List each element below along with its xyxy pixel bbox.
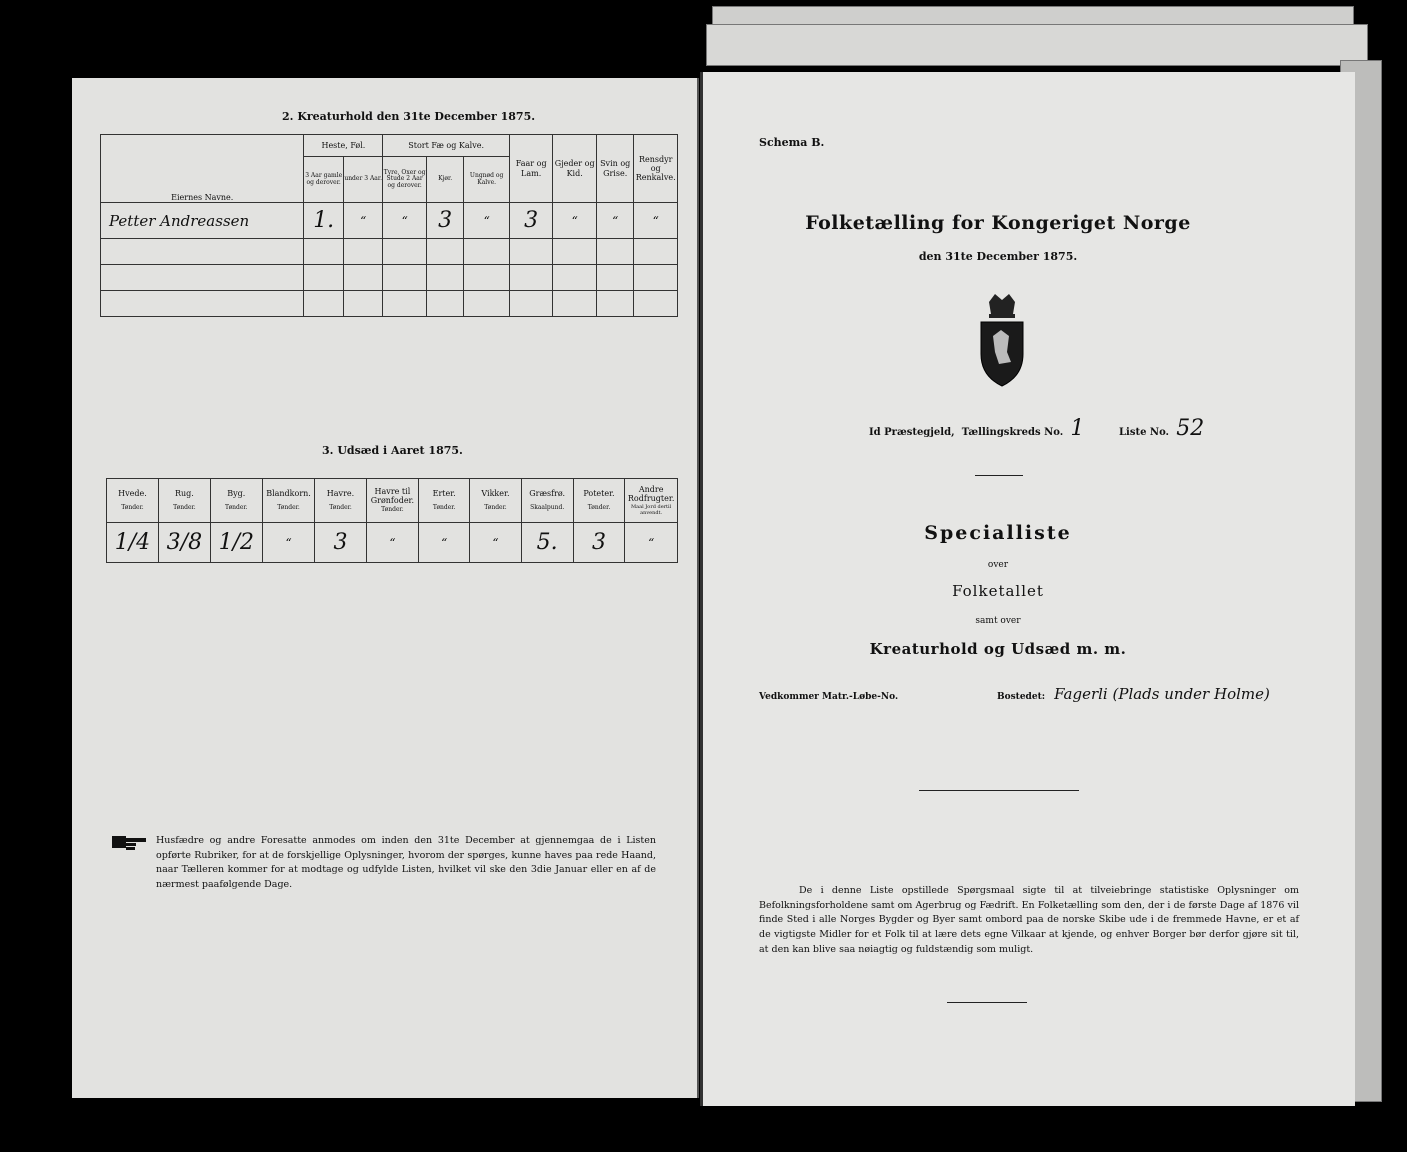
notice-text: Husfædre og andre Foresatte anmodes om inden den 31te December at gjennemgaa de i Listen opførte Rubriker, for at de forskjellige Oplysninger, hvorom der spørges, kunne haves paa rede Haand, naar Tælleren kommer for at modtage og udfylde Listen, hvilket vil ske den 3die Januar eller en af de nærmest paafølgende Dage. bbox=[156, 835, 656, 891]
district-line bbox=[869, 416, 1084, 441]
schema-label: Schema B. bbox=[759, 136, 825, 149]
cell: 3/8 bbox=[158, 523, 210, 563]
livestock-table bbox=[100, 134, 678, 317]
cell: “ bbox=[634, 203, 678, 239]
cell: 1/4 bbox=[107, 523, 159, 563]
divider bbox=[975, 475, 1023, 476]
cell: “ bbox=[553, 203, 597, 239]
svin-header: Svin og Grise. bbox=[596, 135, 633, 203]
document-date: den 31te December 1875. bbox=[918, 250, 1078, 263]
bostedet-line bbox=[997, 684, 1270, 703]
divider bbox=[919, 790, 1079, 791]
t3-header: Havre til Grønfoder. Tønder. bbox=[366, 479, 418, 523]
right-page bbox=[700, 72, 1355, 1106]
pointing-hand-icon bbox=[112, 832, 148, 856]
t3-header: Havre. Tønder. bbox=[315, 479, 366, 523]
sowing-table bbox=[106, 478, 678, 563]
cell: “ bbox=[419, 523, 470, 563]
stort-fae-header: Stort Fæ og Kalve. bbox=[383, 135, 510, 157]
owner-name: Petter Andreassen bbox=[101, 203, 304, 239]
t3-header: Rug. Tønder. bbox=[158, 479, 210, 523]
section3-title: 3. Udsæd i Aaret 1875. bbox=[322, 444, 463, 457]
tellingskreds-value: 1 bbox=[1070, 416, 1085, 441]
table-row bbox=[101, 291, 678, 317]
liste-label: Liste No. bbox=[1119, 427, 1170, 438]
cell: “ bbox=[625, 523, 678, 563]
heste-sub-2: under 3 Aar. bbox=[343, 157, 382, 203]
table-row bbox=[101, 265, 678, 291]
document-title: Folketælling for Kongeriget Norge bbox=[805, 212, 1191, 234]
samt-over-text: samt over bbox=[975, 616, 1021, 626]
rensdyr-header: Rensdyr og Renkalve. bbox=[634, 135, 678, 203]
heste-header: Heste, Føl. bbox=[304, 135, 383, 157]
cell: 5. bbox=[521, 523, 573, 563]
folketallet-text: Folketallet bbox=[952, 582, 1044, 600]
prestegjeld-label: Id Præstegjeld, bbox=[869, 427, 955, 438]
cell: 3 bbox=[509, 203, 553, 239]
cell: 1/2 bbox=[210, 523, 262, 563]
t3-header: Vikker. Tønder. bbox=[470, 479, 521, 523]
cell: “ bbox=[343, 203, 382, 239]
heste-sub-1: 3 Aar gamle og derover. bbox=[304, 157, 343, 203]
cell: “ bbox=[383, 203, 427, 239]
section2-title: 2. Kreaturhold den 31te December 1875. bbox=[282, 110, 536, 123]
gjeder-header: Gjeder og Kid. bbox=[553, 135, 597, 203]
tellingskreds-label: Tællingskreds No. bbox=[961, 427, 1064, 438]
cell: “ bbox=[464, 203, 510, 239]
t3-header: Græsfrø. Skaalpund. bbox=[521, 479, 573, 523]
norwegian-coat-of-arms-icon bbox=[977, 292, 1027, 392]
cell: 3 bbox=[573, 523, 625, 563]
cell: “ bbox=[262, 523, 315, 563]
fae-sub-3: Ungnød og Kalve. bbox=[464, 157, 510, 203]
table-row bbox=[101, 239, 678, 265]
over-text-1: over bbox=[987, 560, 1009, 570]
matr-label: Vedkommer Matr.-Løbe-No. bbox=[759, 692, 899, 702]
t3-header: Byg. Tønder. bbox=[210, 479, 262, 523]
kreaturhold-heading: Kreaturhold og Udsæd m. m. bbox=[869, 640, 1127, 658]
cell: “ bbox=[470, 523, 521, 563]
cell: 1. bbox=[304, 203, 343, 239]
specialliste-heading: Specialliste bbox=[924, 522, 1072, 544]
t3-header: Erter. Tønder. bbox=[419, 479, 470, 523]
fae-sub-2: Kjør. bbox=[426, 157, 463, 203]
t3-header: Blandkorn. Tønder. bbox=[262, 479, 315, 523]
page-edge-2 bbox=[706, 24, 1368, 66]
footer-text: De i denne Liste opstillede Spørgsmaal sigte til at tilveiebringe statistiske Oplysninger om Befolkningsforholdene samt om Agerbrug og Fædrift. En Folketælling som den, der i de første Dage af 1876 vil finde Sted i alle Norges Bygder og Byer samt ombord paa de norske Skibe ude i de fremmede Havne, er et af de vigtigste Midler for et Folk til at lære dets egne Vilkaar at kjende, og enhver Borger bør derfor gjøre sit til, at den kan blive saa nøiagtig og fuldstændig som muligt. bbox=[759, 885, 1299, 955]
table-row bbox=[107, 523, 678, 563]
table-row bbox=[101, 203, 678, 239]
liste-line bbox=[1119, 416, 1204, 441]
owner-header: Eiernes Navne. bbox=[101, 135, 304, 203]
t3-header: Hvede. Tønder. bbox=[107, 479, 159, 523]
t3-header: Poteter. Tønder. bbox=[573, 479, 625, 523]
liste-value: 52 bbox=[1176, 416, 1205, 441]
cell: “ bbox=[596, 203, 633, 239]
t3-header: Andre Rodfrugter. Maal Jord dertil anvendt. bbox=[625, 479, 678, 523]
divider bbox=[947, 1002, 1027, 1003]
cell: 3 bbox=[315, 523, 366, 563]
faar-header: Faar og Lam. bbox=[509, 135, 553, 203]
bostedet-value: Fagerli (Plads under Holme) bbox=[1054, 685, 1270, 703]
cell: “ bbox=[366, 523, 418, 563]
bostedet-label: Bostedet: bbox=[997, 692, 1046, 702]
left-page bbox=[72, 78, 699, 1098]
fae-sub-1: Tyre, Oxer og Stude 2 Aar og derover. bbox=[383, 157, 427, 203]
cell: 3 bbox=[426, 203, 463, 239]
